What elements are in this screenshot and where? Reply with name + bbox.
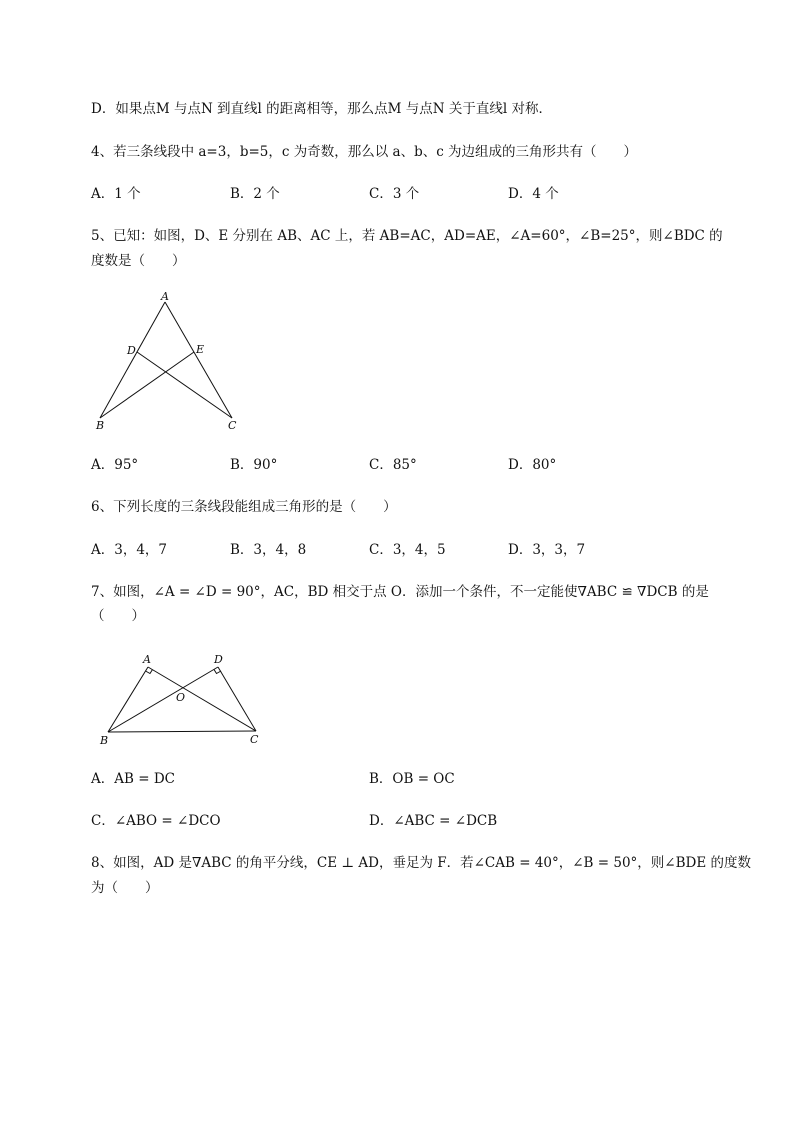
q4-option-c: C．3 个 — [369, 186, 420, 202]
q5-label-a: A — [161, 290, 169, 303]
q5-option-d: D．80° — [508, 457, 557, 473]
q5-option-c: C．85° — [369, 457, 417, 473]
q5-segment-be — [100, 352, 194, 418]
q8-stem-line1: 8、如图，AD 是∇ABC 的角平分线，CE ⊥ AD，垂足为 F．若∠CAB = 40°，∠B = 50°，则∠BDE 的度数 — [91, 855, 752, 871]
q5-side-ac — [165, 302, 232, 418]
q7-segment-db — [108, 667, 218, 732]
q7-stem-line2: （ ） — [91, 608, 145, 624]
q7-stem-line1: 7、如图，∠A = ∠D = 90°，AC，BD 相交于点 O．添加一个条件，不一定能使∇ABC ≌ ∇DCB 的是 — [91, 584, 709, 600]
q6-option-c: C．3，4，5 — [369, 542, 446, 558]
q7-label-b: B — [100, 734, 109, 747]
q5-option-a: A．95° — [91, 457, 139, 473]
q6-option-b: B．3，4，8 — [230, 542, 307, 558]
q5-segment-dc — [137, 352, 232, 418]
q7-label-c: C — [250, 733, 259, 746]
q5-option-b: B．90° — [230, 457, 278, 473]
q6-option-a: A．3，4，7 — [91, 542, 168, 558]
q5-side-ab — [100, 302, 165, 418]
q7-segment-cd — [218, 667, 256, 731]
q5-label-d: D — [127, 344, 136, 357]
q7-label-a: A — [143, 653, 151, 666]
q3-option-d: D．如果点M 与点N 到直线l 的距离相等，那么点M 与点N 关于直线l 对称． — [91, 101, 552, 117]
q5-label-b: B — [96, 419, 105, 432]
q7-option-a: A．AB = DC — [91, 771, 175, 787]
q7-option-d: D．∠ABC = ∠DCB — [369, 813, 498, 829]
q5-label-e: E — [196, 343, 205, 356]
q4-stem: 4、若三条线段中 a=3，b=5，c 为奇数，那么以 a、b、c 为边组成的三角形共有（ ） — [91, 144, 638, 160]
q5-stem-line2: 度数是（ ） — [91, 253, 186, 269]
q4-option-b: B．2 个 — [230, 186, 280, 202]
q7-label-o: O — [176, 691, 186, 704]
q4-option-a: A．1 个 — [91, 186, 141, 202]
q7-segment-ba — [108, 667, 148, 732]
q7-option-c: C．∠ABO = ∠DCO — [91, 813, 221, 829]
q5-figure — [88, 290, 248, 435]
q5-stem-line1: 5、已知：如图，D、E 分别在 AB、AC 上，若 AB=AC，AD=AE，∠A=60°，∠B=25°，则∠BDC 的 — [91, 228, 723, 244]
q7-label-d: D — [214, 653, 223, 666]
q6-stem: 6、下列长度的三条线段能组成三角形的是（ ） — [91, 499, 397, 515]
q5-label-c: C — [228, 419, 237, 432]
q4-option-d: D．4 个 — [508, 186, 559, 202]
q7-figure — [96, 648, 271, 748]
q7-segment-bc — [108, 731, 256, 732]
q6-option-d: D．3，3，7 — [508, 542, 586, 558]
q8-stem-line2: 为（ ） — [91, 880, 159, 896]
q7-option-b: B．OB = OC — [369, 771, 455, 787]
